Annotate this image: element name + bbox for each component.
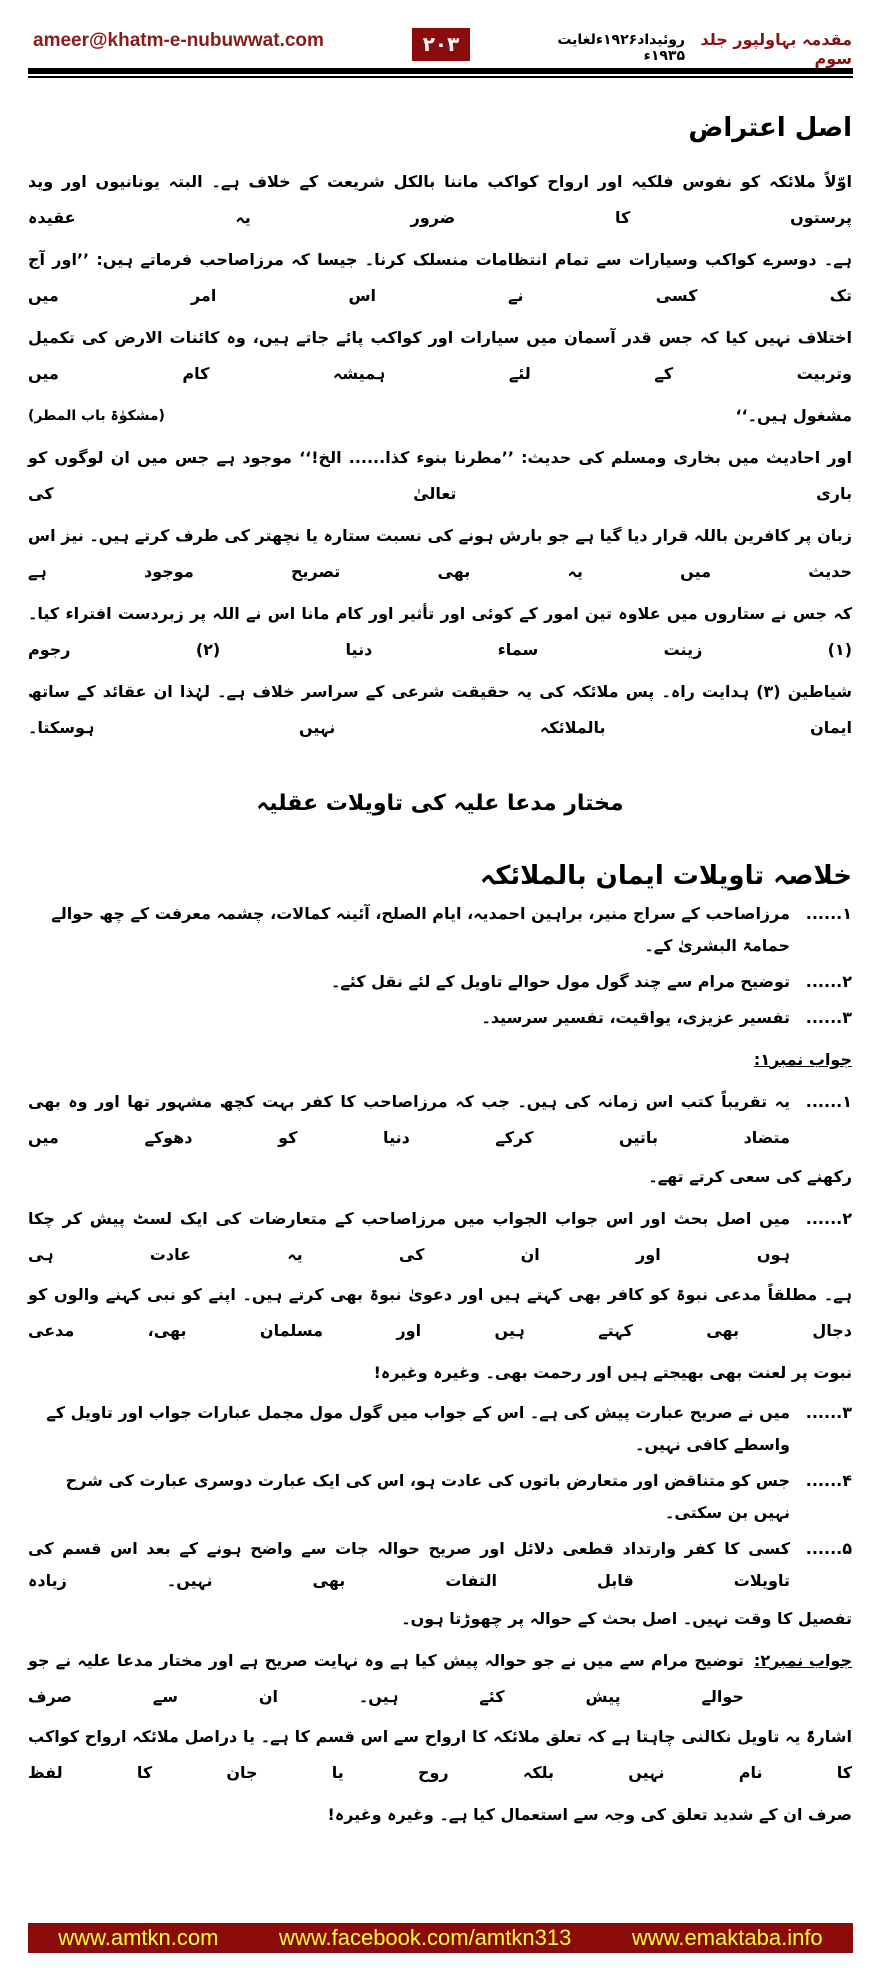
list-marker: ۱...... [805,1092,852,1111]
list-item-row [28,1084,852,1156]
list-marker: ۴...... [805,1471,852,1490]
list-marker: ۲...... [805,972,852,991]
paragraph-line: ہے۔ دوسرے کواکب وسیارات سے تمام انتظامات منسلک کرنا۔ جیسا کہ مرزاصاحب فرماتے ہیں: ’’اور آج تک کسی نے اس امر میں [28,250,852,305]
paragraph-line: مشغول ہیں۔‘‘ [735,406,852,425]
list-item: تفسیر عزیزی، یواقیت، تفسیر سرسید۔ [481,1008,790,1027]
list-marker: ۳...... [805,1008,852,1027]
answer2-first-line-row [28,1643,852,1715]
footer-link-facebook[interactable]: www.facebook.com/amtkn313 [279,1925,572,1950]
paragraph-last-line-row [28,398,852,434]
list-item-row [28,1397,852,1461]
list-item-row [28,1465,852,1529]
footer-bar [28,1923,853,1953]
footer-link-emaktaba[interactable]: www.emaktaba.info [631,1925,823,1950]
list-item: جس کو متناقض اور متعارض باتوں کی عادت ہو، اس کی ایک عبارت دوسری عبارت کی شرح نہیں بن سکتی۔ [65,1471,790,1522]
paragraph-line: شیاطین (۳) ہدایت راہ۔ پس ملائکہ کی یہ حقیقت شرعی کے سراسر خلاف ہے۔ لہٰذا ان عقائد کے ساتھ ایمان بالملائکہ نہیں ہوسکتا۔ [28,682,853,737]
answer2-label: جواب نمبر۲: [753,1651,852,1670]
paragraph-line: اوّلاً ملائکہ کو نفوس فلکیہ اور ارواح کواکب ماننا بالکل شریعت کے خلاف ہے۔ البتہ یونانیوں اور وید پرستوں کا ضرور یہ عقیدہ [28,172,852,227]
section-heading: اصل اعتراض [688,113,852,143]
list-item-row [28,1002,852,1034]
list-item-row [28,1533,852,1597]
list-item-row [28,898,852,962]
list-item-row [28,966,852,998]
list-item: یہ تقریباً کتب اس زمانہ کی ہیں۔ جب کہ مرزاصاحب کا کفر بہت کچھ مشہور تھا اور وہ بھی متضاد باتیں کرکے دنیا کو دھوکے میں [28,1092,790,1147]
list-item: میں نے صریح عبارت پیش کی ہے۔ اس کے جواب میں گول مول مجمل عبارات جواب اور تاویل کے واسطے کافی نہیں۔ [46,1403,790,1454]
list-marker: ۲...... [805,1209,852,1228]
paragraph-line: زبان پر کافرین باللہ قرار دیا گیا ہے جو بارش ہونے کی نسبت ستارہ یا نچھتر کی طرف کرتے ہیں۔ نیز اس حدیث میں یہ بھی تصریح موجود ہے [28,526,852,581]
list-item: توضیح مرام سے چند گول مول حوالے تاویل کے لئے نقل کئے۔ [330,972,790,991]
list-item-continuation: ہے۔ مطلقاً مدعی نبوۃ کو کافر بھی کہتے ہیں اور دعویٰ نبوۃ بھی کرتے ہیں۔ اپنے کو نبی کہنے والوں کو دجال بھی کہتے ہیں اور مسلمان بھی، مدعی [28,1285,852,1340]
list-item-continuation: تفصیل کا وقت نہیں۔ اصل بحث کے حوالہ پر چھوڑتا ہوں۔ [401,1609,852,1628]
email-link[interactable]: ameer@khatm-e-nubuwwat.com [33,30,324,51]
page-number: ۲۰۳ [412,28,470,61]
answer1-label: جواب نمبر۱: [753,1050,852,1069]
center-heading: مختار مدعا علیہ کی تاویلات عقلیہ [256,791,624,816]
list-item: میں اصل بحث اور اس جواب الجواب میں مرزاصاحب کے متعارضات کی ایک لسٹ پیش کر چکا ہوں اور ان کی یہ عادت ہی [28,1209,790,1264]
paragraph-line: توضیح مرام سے میں نے جو حوالہ پیش کیا ہے وہ نہایت صریح ہے اور مختار مدعا علیہ نے جو حوالے پیش کئے ہیں۔ ان سے صرف [28,1651,744,1706]
header-book-title: مقدمہ بہاولپور جلد سوم [700,30,852,68]
list-marker: ۳...... [805,1403,852,1422]
paragraph-line: اور احادیث میں بخاری ومسلم کی حدیث: ’’مطرنا بنوء کذا...... الخ!‘‘ موجود ہے جس میں ان لوگوں کو باری تعالیٰ کی [28,448,852,503]
footer-link-amtkn[interactable]: www.amtkn.com [58,1925,219,1950]
paragraph-line: اشارۃً یہ تاویل نکالنی چاہتا ہے کہ تعلق ملائکہ کا ارواح سے اس قسم کا ہے۔ یا دراصل ملائکہ ارواح کواکب کا نام نہیں بلکہ روح یا جان کا لفظ [28,1727,852,1782]
list-item-continuation: رکھنے کی سعی کرتے تھے۔ [648,1167,852,1186]
list-item: کسی کا کفر وارتداد قطعی دلائل اور صریح حوالہ جات سے واضح ہونے کے بعد اس قسم کی تاویلات قابل التفات بھی نہیں۔ زیادہ [28,1539,790,1590]
header-period: روئیداد۱۹۲۶ءلغایت ۱۹۳۵ء [557,32,685,64]
paragraph-line: اختلاف نہیں کیا کہ جس قدر آسمان میں سیارات اور کواکب پائے جاتے ہیں، وہ کائنات الارض کی تکمیل وتربیت کے لئے ہمیشہ کام میں [28,328,852,383]
paragraph-line: کہ جس نے ستاروں میں علاوہ تین امور کے کوئی اور تأثیر اور کام مانا اس نے اللہ پر زبردست افتراء کیا۔ (۱) زینت سماء دنیا (۲) رجوم [28,604,852,659]
paragraph-line: صرف ان کے شدید تعلق کی وجہ سے استعمال کیا ہے۔ وغیرہ وغیرہ! [327,1805,852,1824]
section-heading: خلاصہ تاویلات ایمان بالملائکہ [480,861,852,891]
page-body [28,0,852,1833]
list-marker: ۱...... [805,904,852,923]
citation: (مشکوٰۃ باب المطر) [28,408,165,424]
list-marker: ۵...... [805,1539,852,1558]
list-item-row [28,1201,852,1273]
list-item-continuation: نبوت پر لعنت بھی بھیجتے ہیں اور رحمت بھی۔ وغیرہ وغیرہ! [373,1363,852,1382]
list-item: مرزاصاحب کے سراج منیر، براہین احمدیہ، ایام الصلح، آئینہ کمالات، چشمہ معرفت کے چھ حوالے حمامۃ البشریٰ کے۔ [51,904,790,955]
